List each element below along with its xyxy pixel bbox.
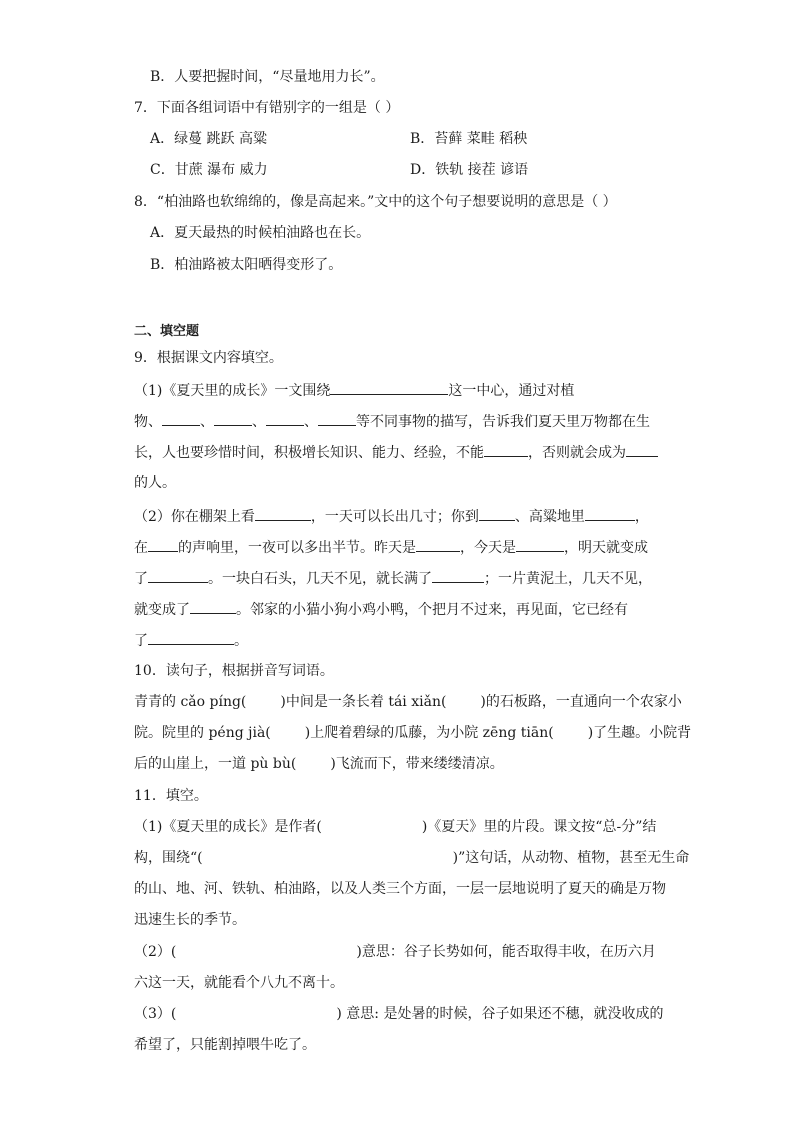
answer-blank[interactable] bbox=[148, 568, 208, 583]
q8-option-b: B．柏油路被太阳晒得变形了。 bbox=[150, 257, 343, 273]
answer-blank[interactable] bbox=[484, 442, 528, 457]
q11-p2-line1: （2）( )意思：谷子长势如何，能否取得丰收，在历六月 bbox=[134, 944, 656, 960]
q11-stem: 11．填空。 bbox=[134, 788, 208, 804]
q10-stem: 10．读句子，根据拼音写词语。 bbox=[134, 663, 334, 679]
q9-p1-line2: 物、 、 、 、 等不同事物的描写，告诉我们夏天里万物都在生 bbox=[134, 411, 650, 432]
answer-blank[interactable] bbox=[626, 442, 658, 457]
q11-p3-line2: 希望了，只能割掉喂牛吃了。 bbox=[134, 1037, 316, 1053]
q7-option-b: B．苔藓 菜畦 稻秧 bbox=[410, 131, 528, 147]
answer-blank[interactable] bbox=[266, 411, 304, 426]
answer-blank[interactable] bbox=[585, 506, 635, 521]
q7-stem: 7．下面各组词语中有错别字的一组是（ ） bbox=[134, 100, 400, 116]
answer-blank[interactable] bbox=[162, 411, 200, 426]
q11-p1-line2: 构，围绕“( )”这句话，从动物、植物，甚至无生命 bbox=[134, 850, 690, 866]
answer-blank[interactable] bbox=[432, 568, 484, 583]
answer-blank[interactable] bbox=[148, 630, 234, 645]
answer-blank[interactable] bbox=[214, 411, 252, 426]
q7-option-a: A．绿蔓 跳跃 高粱 bbox=[150, 131, 268, 147]
q9-p2-line1: （2）你在棚架上看 ，一天可以长出几寸；你到 、高粱地里 ， bbox=[134, 506, 649, 527]
q9-stem: 9．根据课文内容填空。 bbox=[134, 350, 283, 366]
q11-p1-line1: （1)《夏天里的成长》是作者( )《夏天》里的片段。课文按“总-分”结 bbox=[134, 819, 657, 835]
q10-line1: 青青的 cǎo píng( )中间是一条长着 tái xiǎn( )的石板路，一直通向一个农家小 bbox=[134, 694, 682, 710]
answer-blank[interactable] bbox=[416, 537, 460, 552]
q7-option-c: C．甘蔗 瀑布 威力 bbox=[150, 162, 268, 178]
answer-blank[interactable] bbox=[330, 380, 448, 395]
answer-blank[interactable] bbox=[479, 506, 515, 521]
q8-stem: 8．“柏油路也软绵绵的，像是高起来。”文中的这个句子想要说明的意思是（ ） bbox=[134, 194, 617, 210]
answer-blank[interactable] bbox=[255, 506, 311, 521]
q9-p1-line4: 的人。 bbox=[134, 475, 176, 491]
answer-blank[interactable] bbox=[318, 411, 356, 426]
q9-p2-line3: 了 。一块白石头，几天不见，就长满了 ；一片黄泥土，几天不见， bbox=[134, 568, 652, 589]
q8-option-a: A．夏天最热的时候柏油路也在长。 bbox=[150, 225, 371, 241]
q9-p2-line2: 在 的声响里，一夜可以多出半节。昨天是 ，今天是 ，明天就变成 bbox=[134, 537, 648, 558]
q11-p1-line4: 迅速生长的季节。 bbox=[134, 912, 246, 928]
q11-p1-line3: 的山、地、河、铁轨、柏油路，以及人类三个方面，一层一层地说明了夏天的确是万物 bbox=[134, 881, 666, 897]
q6-option-b: B．人要把握时间，“尽量地用力长”。 bbox=[150, 69, 385, 85]
section-title: 二、填空题 bbox=[134, 324, 200, 339]
q11-p3-line1: （3）( ) 意思: 是处暑的时候，谷子如果还不穗，就没收成的 bbox=[134, 1006, 664, 1022]
q10-line2: 院。院里的 péng jià( )上爬着碧绿的瓜藤，为小院 zēng tiān( )了生趣。小院背 bbox=[134, 725, 692, 741]
q11-p2-line2: 六这一天，就能看个八九不离十。 bbox=[134, 975, 344, 991]
q7-option-d: D．铁轨 接茬 谚语 bbox=[410, 162, 529, 178]
q9-p1-line3: 长，人也要珍惜时间，积极增长知识、能力、经验，不能 ，否则就会成为 bbox=[134, 442, 658, 463]
answer-blank[interactable] bbox=[516, 537, 564, 552]
q9-p2-line5: 了 。 bbox=[134, 630, 248, 651]
q9-p2-line4: 就变成了 。邻家的小猫小狗小鸡小鸭，个把月不过来，再见面，它已经有 bbox=[134, 599, 628, 620]
q9-p1-line1: （1)《夏天里的成长》一文围绕 这一中心，通过对植 bbox=[134, 380, 574, 401]
answer-blank[interactable] bbox=[190, 599, 236, 614]
answer-blank[interactable] bbox=[148, 537, 178, 552]
q10-line3: 后的山崖上，一道 pù bù( )飞流而下，带来缕缕清凉。 bbox=[134, 756, 504, 772]
